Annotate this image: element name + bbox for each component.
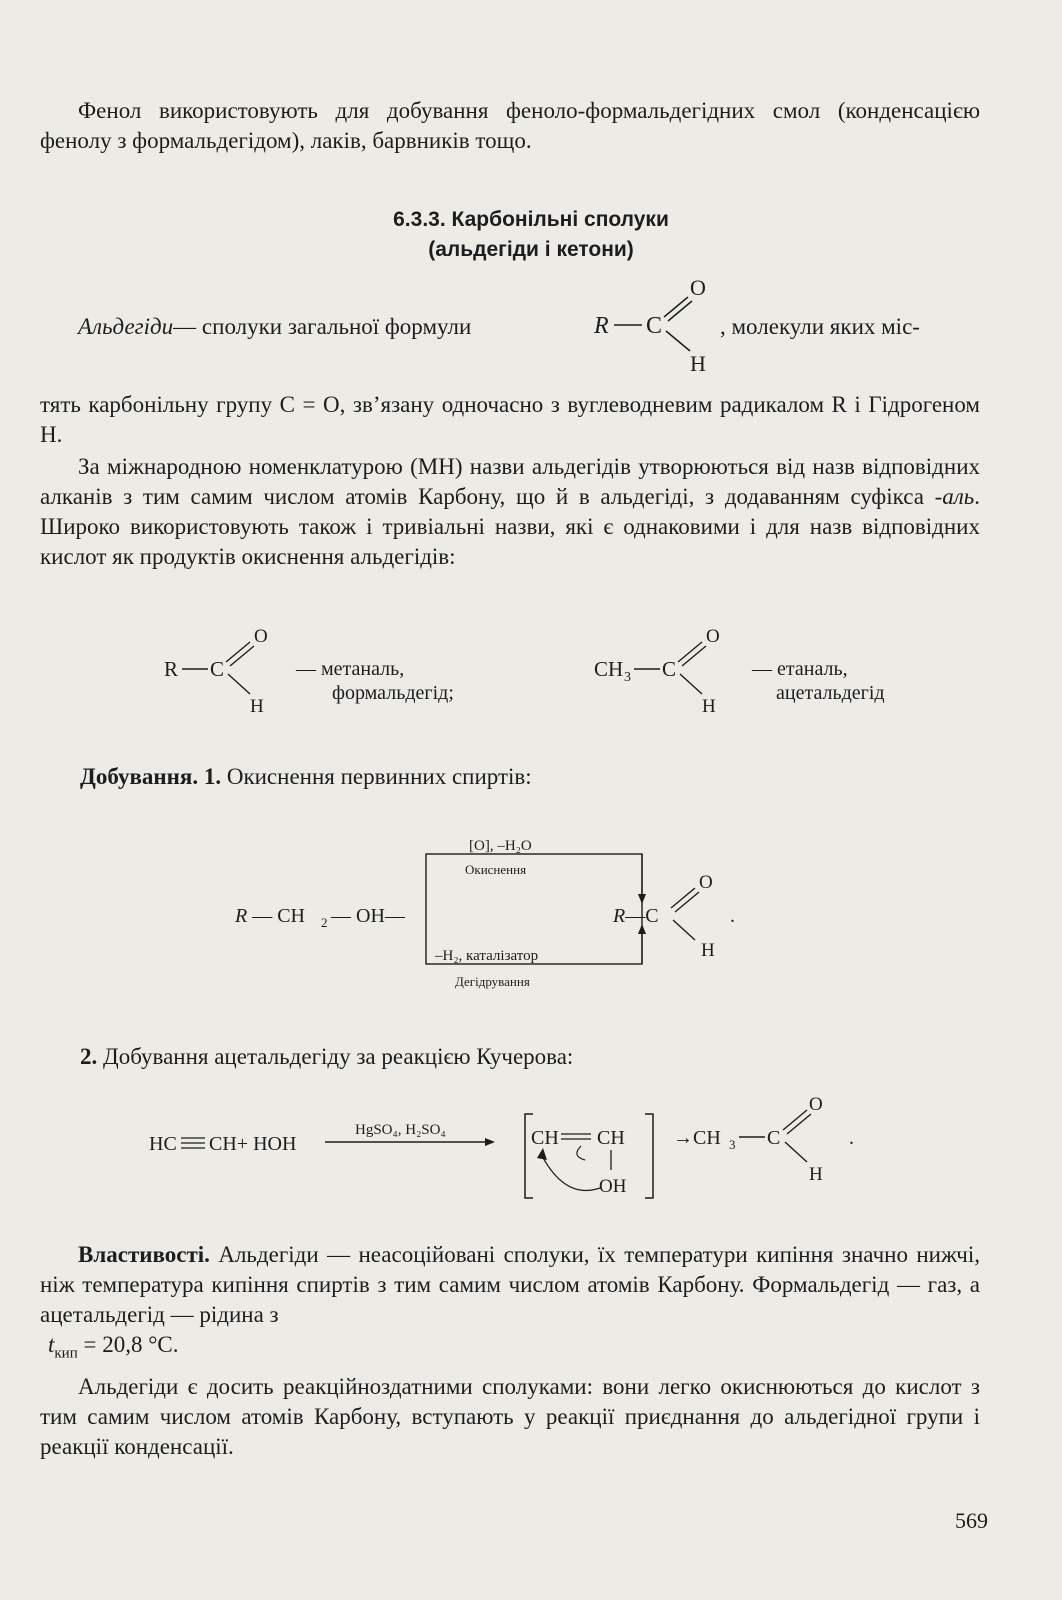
section-heading <box>0 205 1062 235</box>
methanal-formula <box>160 622 290 720</box>
properties-paragraph: Властивості. Альдегіди — неасоційовані сполуки, їх температури кипіння значно нижчі, ніж температура кипіння спиртів з тим самим числом атомів Карбону. Формальдегід — газ, а ацетальдегід — рідина з <box>40 1242 981 1327</box>
acetaldehyde-name: ацетальдегід <box>776 682 885 704</box>
svg-text:C: C <box>767 1127 781 1149</box>
kucherov-reaction-scheme <box>145 1092 875 1212</box>
svg-text:OH: OH <box>599 1176 627 1197</box>
svg-text:R: R <box>594 313 609 339</box>
production-method1: Добування. 1. Окиснення первинних спиртів: <box>80 764 532 789</box>
svg-text:3: 3 <box>624 670 631 685</box>
definition-text: — сполуки загальної формули <box>173 314 472 339</box>
svg-text:CH: CH <box>597 1127 625 1149</box>
ethanal-name: — етаналь, <box>752 658 848 680</box>
svg-text:O: O <box>809 1094 823 1115</box>
svg-text:R—C: R—C <box>613 905 659 927</box>
oxidation-conditions: [O], –H₂O <box>469 838 532 854</box>
properties-label: Властивості. <box>78 1242 210 1267</box>
svg-text:O: O <box>706 626 720 647</box>
svg-text:.: . <box>849 1127 854 1149</box>
general-aldehyde-formula <box>590 275 720 375</box>
term-aldehydes: Альдегіди <box>78 314 174 339</box>
svg-text:H: H <box>701 940 715 961</box>
boiling-temperature: $t_{кип} = 20,8$ °С. <box>48 1332 179 1362</box>
kucherov-conditions: HgSO₄, H₂SO₄ <box>355 1122 446 1138</box>
definition-after: , молекули яких міс- <box>720 314 920 339</box>
svg-text:O: O <box>254 626 268 647</box>
svg-text:2: 2 <box>321 915 328 930</box>
nomenclature-paragraph: За міжнародною номенклатурою (МН) назви альдегідів утворюються від назв відповідних алканів з тим самим числом атомів Карбону, що й в альдегіді, з додаванням суфікса -аль. Широко використовують також і тривіальні назви, які є однаковими і для назв відповідних кислот як продуктів окиснення альдегідів: <box>40 454 980 569</box>
formaldehyde-name: формальдегід; <box>332 682 454 704</box>
suffix-al: -аль <box>934 484 975 509</box>
intro-paragraph: Фенол використовують для добування феноло-формальдегідних смол (конденсацією фенолу з формальдегідом), лаків, барвників тощо. <box>40 98 980 153</box>
section-heading-line2: (альдегіди і кетони) <box>428 238 634 261</box>
alcohol-oxidation-scheme <box>225 828 765 998</box>
oxidation-label: Окиснення <box>465 862 527 877</box>
svg-text:→CH: →CH <box>673 1127 721 1149</box>
svg-text:C: C <box>210 657 225 681</box>
page-number: 569 <box>955 1508 988 1533</box>
svg-text:CH+ HOH: CH+ HOH <box>209 1133 297 1155</box>
definition-continuation: тять карбонільну групу C = O, зв’язану одночасно з вуглеводневим радикалом R і Гідрогеном H. <box>40 392 980 447</box>
svg-text:C: C <box>646 313 663 339</box>
dehydrogenation-conditions: –H₂, каталізатор <box>435 948 539 964</box>
svg-text:.: . <box>730 905 735 927</box>
svg-text:H: H <box>250 696 264 717</box>
ethanal-formula <box>590 622 740 720</box>
methanal-name: — метаналь, <box>296 658 405 680</box>
svg-text:R: R <box>164 657 179 681</box>
section-title-line1: Карбонільні сполуки <box>451 208 669 231</box>
svg-text:H: H <box>702 696 716 717</box>
svg-text:R — CH: R — CH <box>235 905 306 927</box>
reactivity-paragraph: Альдегіди є досить реакційноздатними сполуками: вони легко окиснюються до кислот з тим самим числом атомів Карбону, вступають у реакції приєднання до альдегідної групи і реакції конденсації. <box>40 1374 980 1459</box>
svg-text:3: 3 <box>729 1137 736 1152</box>
production-method2: 2. Добування ацетальдегіду за реакцією Кучерова: <box>80 1044 574 1069</box>
svg-text:H: H <box>809 1164 823 1185</box>
svg-text:O: O <box>690 275 706 300</box>
svg-text:— OH—: — OH— <box>331 905 405 927</box>
dehydrogenation-label: Дегідрування <box>455 974 530 989</box>
svg-text:H: H <box>690 351 706 375</box>
svg-text:O: O <box>699 872 713 893</box>
svg-text:CH: CH <box>531 1127 559 1149</box>
svg-text:HC: HC <box>149 1133 177 1155</box>
production-label: Добування. <box>80 764 199 789</box>
svg-text:C: C <box>662 657 677 681</box>
svg-text:CH: CH <box>594 657 624 681</box>
section-number: 6.3.3. <box>393 208 446 231</box>
